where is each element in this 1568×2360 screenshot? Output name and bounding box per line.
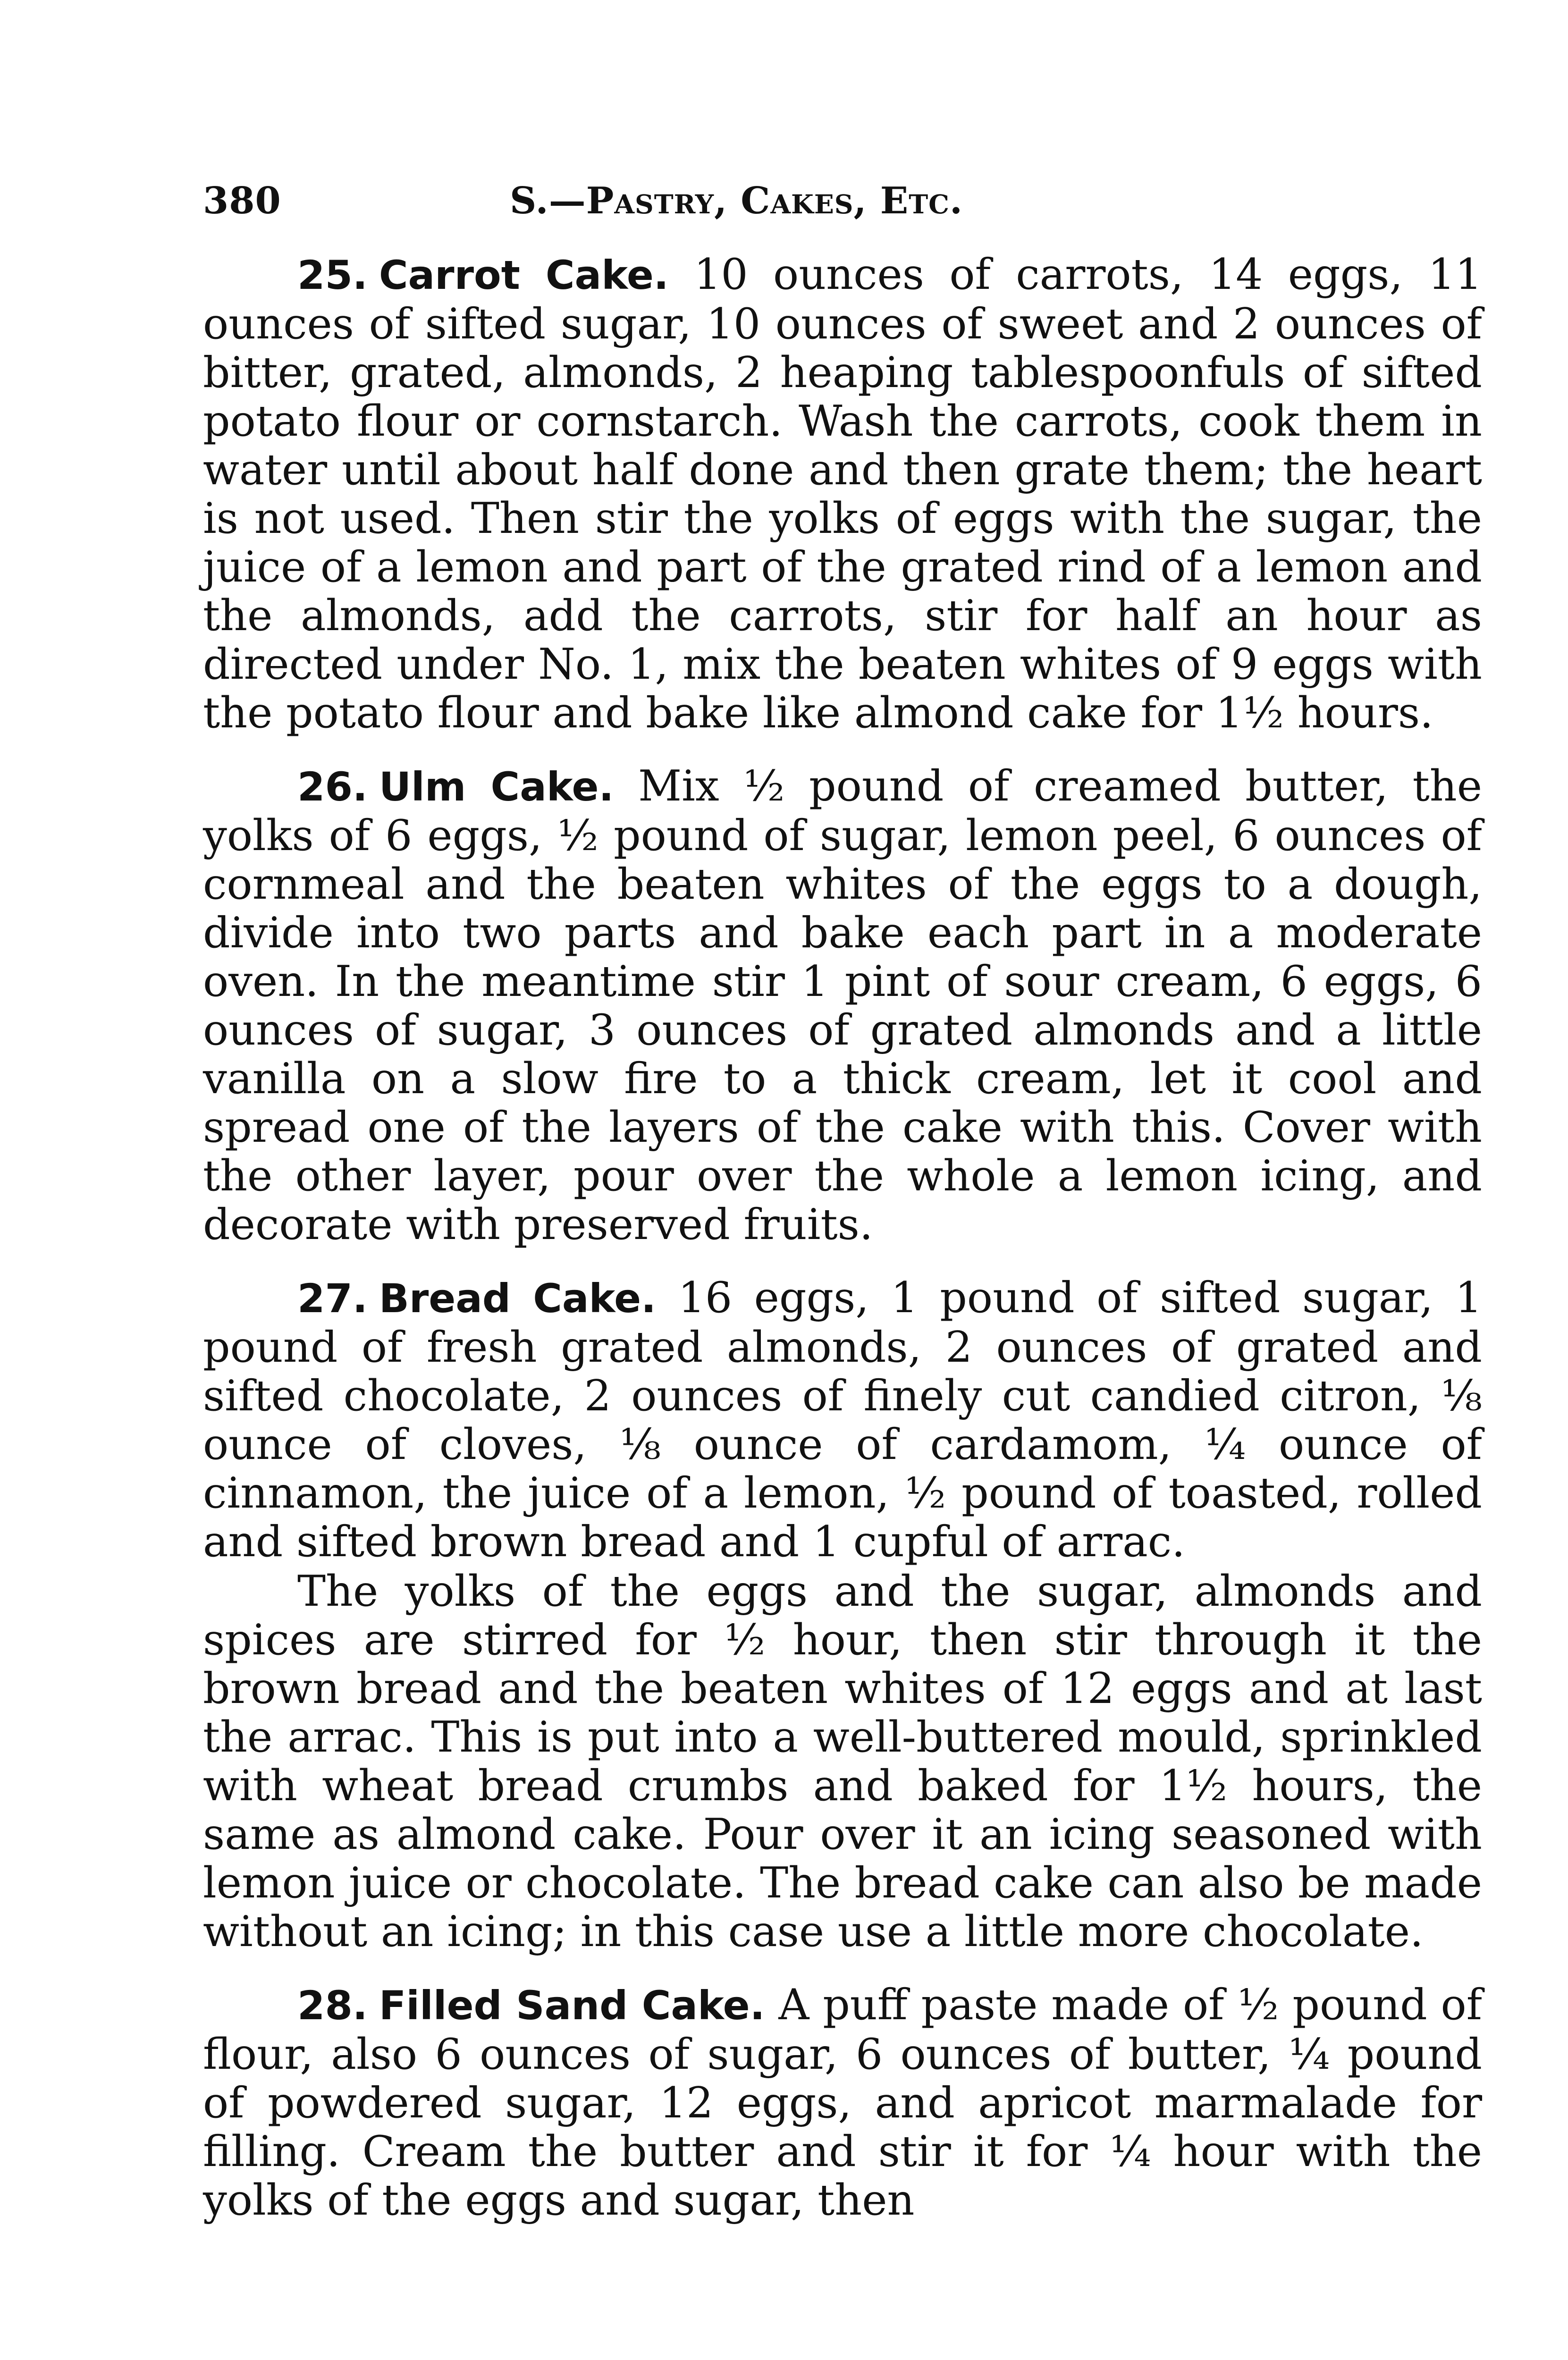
recipe-bread-cake bbox=[203, 1273, 1482, 1956]
recipe-ulm-cake bbox=[203, 762, 1482, 1249]
recipe-filled-sand-cake bbox=[203, 1981, 1482, 2225]
recipe-paragraph bbox=[203, 1981, 1482, 2225]
running-head bbox=[203, 179, 1482, 231]
recipe-text: A puff paste made of ½ pound of flour, also 6 ounces of sugar, 6 ounces of butter, ¼ pound of powdered sugar, 12 eggs, and apricot marmalade for filling. Cream the butter and stir it for ¼ hour with the yolks of the eggs and sugar, then bbox=[203, 1980, 1483, 2225]
recipe-text: 10 ounces of carrots, 14 eggs, 11 ounces of sifted sugar, 10 ounces of sweet and 2 ounces of bitter, grated, almonds, 2 heaping tablespoonfuls of sifted potato flour or cornstarch. Wash the carrots, cook them in water until about half done and then grate them; the heart is not used. Then stir the yolks of eggs with the sugar, the juice of a lemon and part of the grated rind of a lemon and the almonds, add the carrots, stir for half an hour as directed under No. 1, mix the beaten whites of 9 eggs with the potato flour and bake like almond cake for 1½ hours. bbox=[203, 250, 1482, 738]
book-page bbox=[203, 179, 1482, 2249]
recipe-continuation: The yolks of the eggs and the sugar, almonds and spices are stirred for ½ hour, then stir through it the brown bread and the beaten whites of 12 eggs and at last the arrac. This is put into a well-buttered mould, sprinkled with wheat bread crumbs and baked for 1½ hours, the same as almond cake. Pour over it an icing seasoned with lemon juice or chocolate. The bread cake can also be made without an icing; in this case use a little more chocolate. bbox=[203, 1567, 1482, 1956]
recipe-heading bbox=[297, 1275, 656, 1322]
recipe-paragraph bbox=[203, 250, 1482, 737]
recipe-heading bbox=[297, 1982, 765, 2029]
page-number: 380 bbox=[203, 179, 281, 222]
recipe-heading bbox=[297, 252, 669, 298]
recipe-title: Carrot Cake. bbox=[379, 252, 669, 298]
section-title: S.—Pastry, Cakes, Etc. bbox=[510, 179, 963, 222]
recipe-number: 27. bbox=[297, 1275, 368, 1322]
recipe-title: Ulm Cake. bbox=[379, 764, 614, 810]
recipe-number: 28. bbox=[297, 1982, 368, 2029]
recipe-text: 16 eggs, 1 pound of sifted sugar, 1 pound of fresh grated almonds, 2 ounces of grated and sifted chocolate, 2 ounces of finely cut candied citron, ⅛ ounce of cloves, ⅛ ounce of cardamom, ¼ ounce of cinnamon, the juice of a lemon, ½ pound of toasted, rolled and sifted brown bread and 1 cupful of arrac. bbox=[203, 1273, 1483, 1567]
recipe-heading bbox=[297, 764, 614, 810]
recipe-title: Filled Sand Cake. bbox=[379, 1982, 765, 2029]
recipe-text: Mix ½ pound of creamed butter, the yolks of 6 eggs, ½ pound of sugar, lemon peel, 6 ounces of cornmeal and the beaten whites of the eggs to a dough, divide into two parts and bake each part in a moderate oven. In the meantime stir 1 pint of sour cream, 6 eggs, 6 ounces of sugar, 3 ounces of grated almonds and a little vanilla on a slow fire to a thick cream, let it cool and spread one of the layers of the cake with this. Cover with the other layer, pour over the whole a lemon icing, and decorate with preserved fruits. bbox=[203, 761, 1483, 1249]
recipe-number: 26. bbox=[297, 764, 368, 810]
recipe-number: 25. bbox=[297, 252, 368, 298]
recipe-paragraph bbox=[203, 762, 1482, 1249]
recipe-carrot-cake bbox=[203, 250, 1482, 737]
recipe-paragraph bbox=[203, 1273, 1482, 1566]
recipe-title: Bread Cake. bbox=[379, 1275, 657, 1322]
